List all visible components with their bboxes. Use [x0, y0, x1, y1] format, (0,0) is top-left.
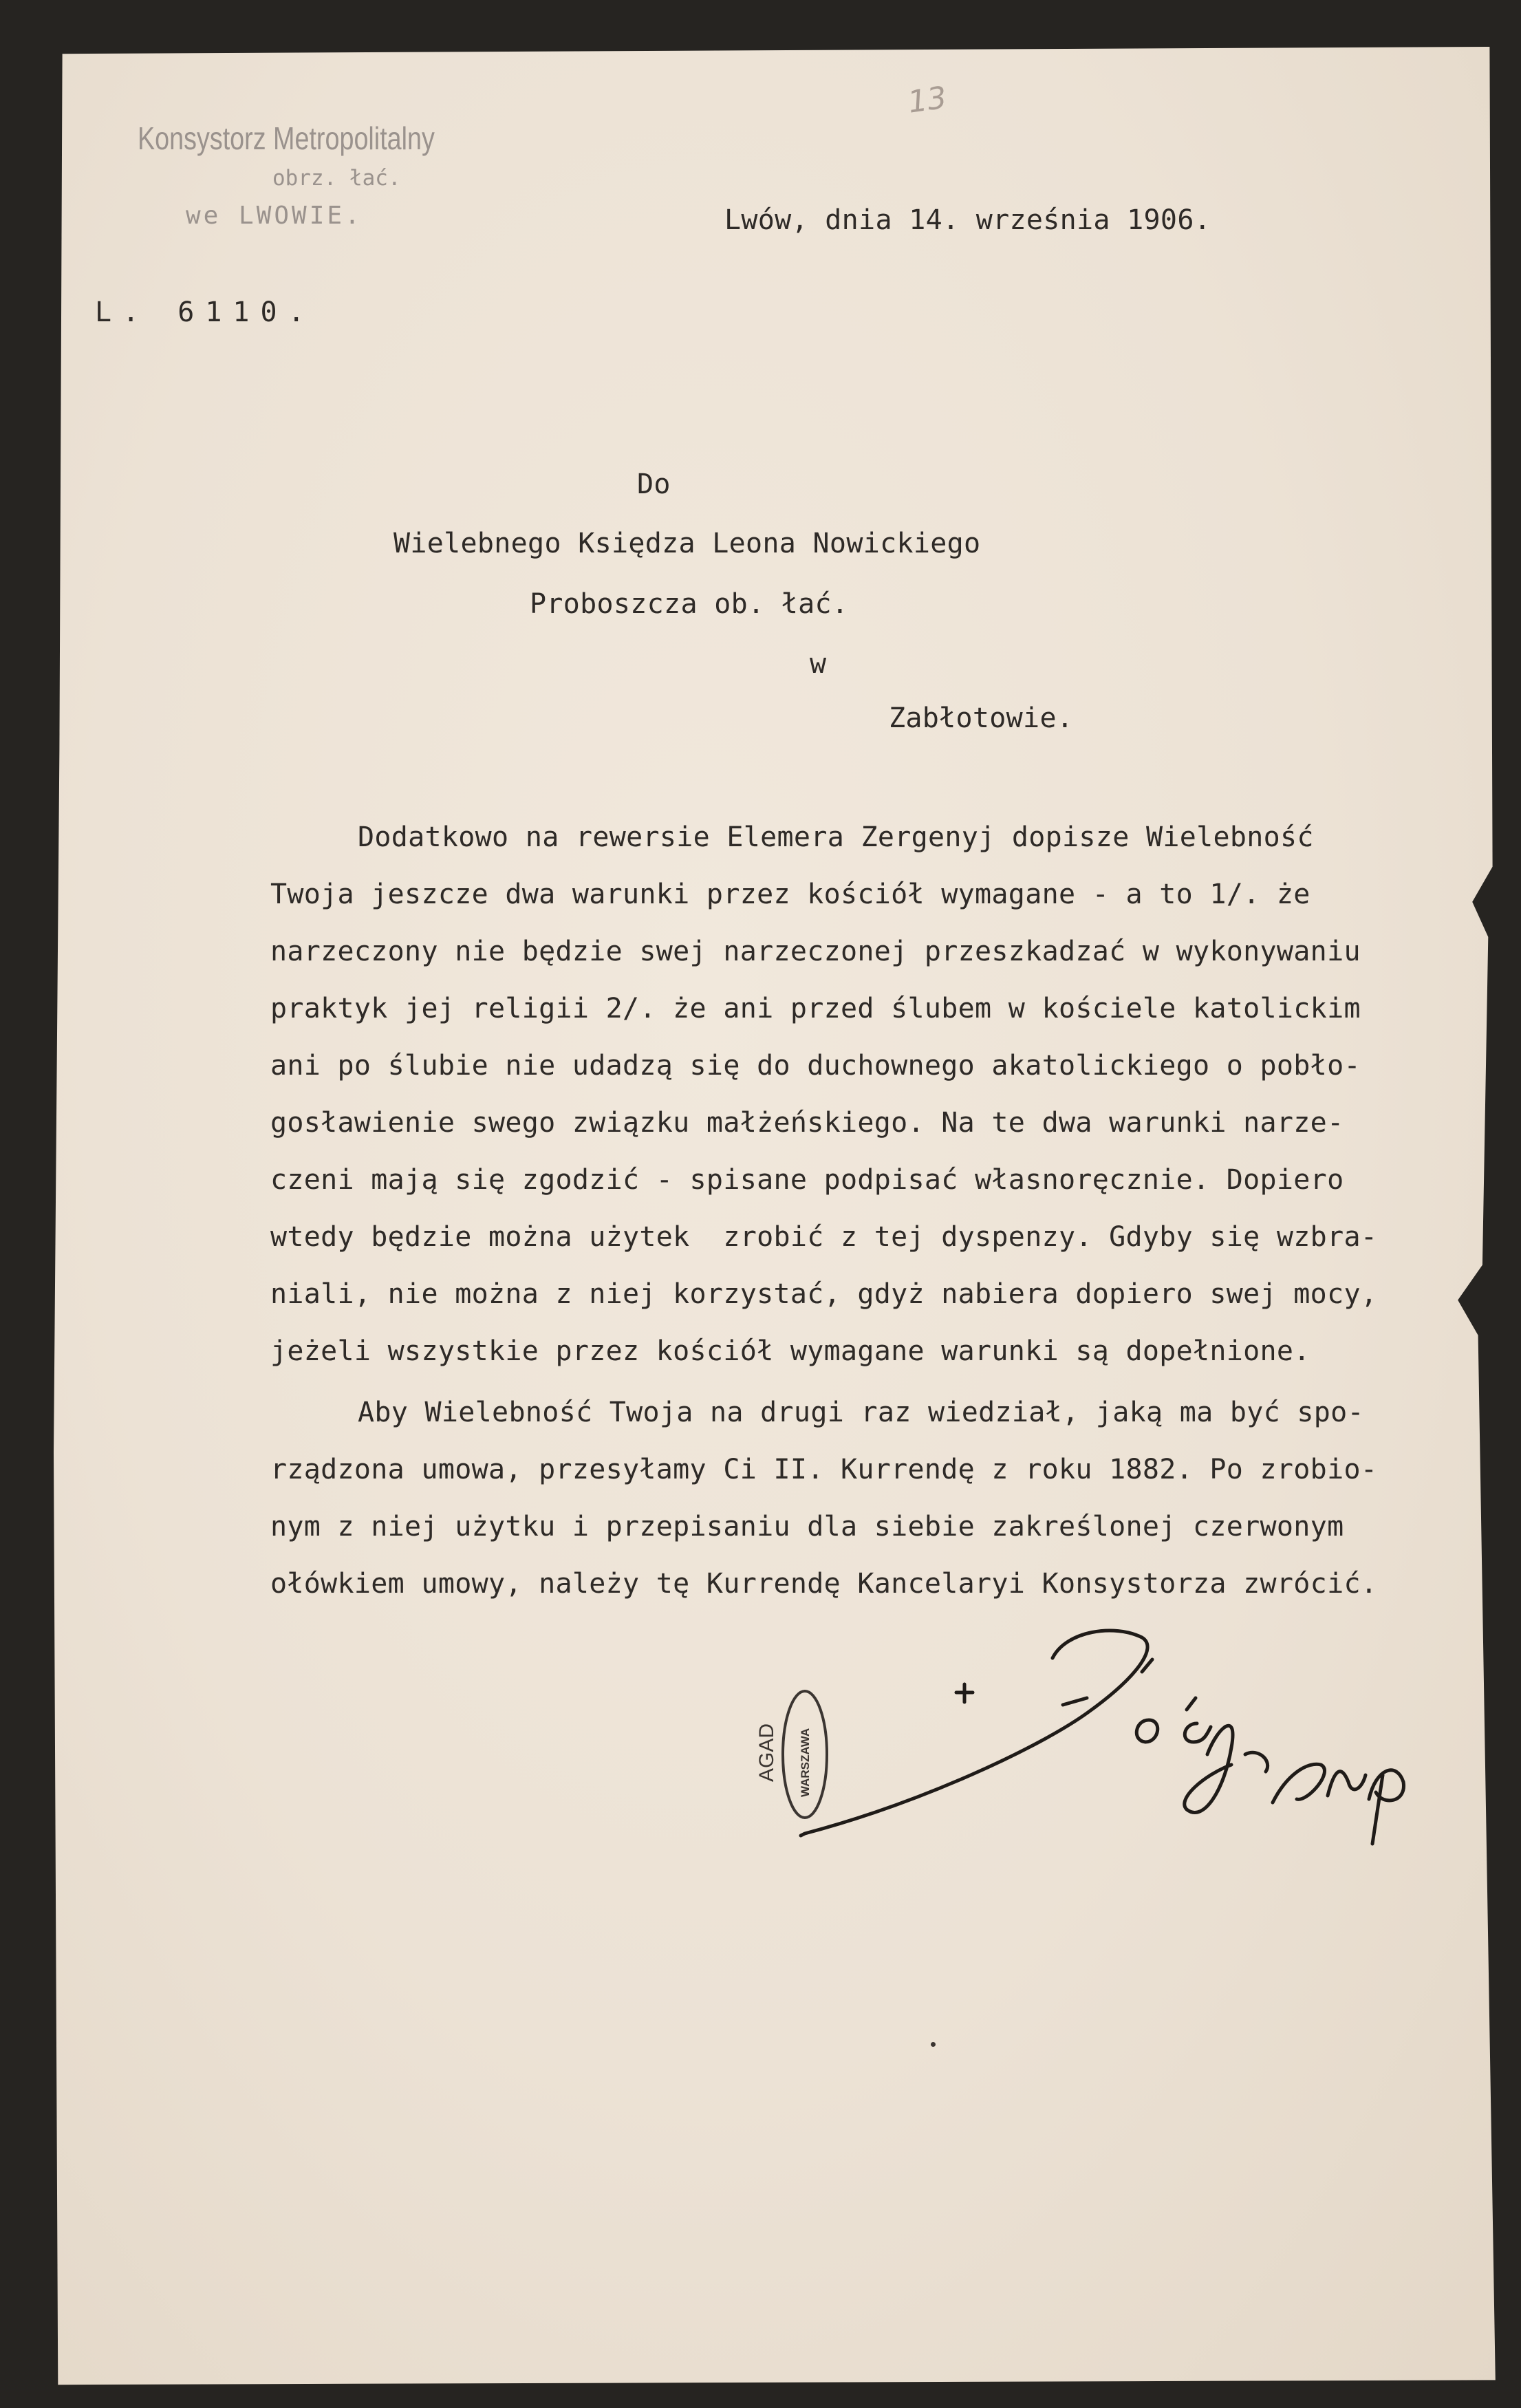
body-line: ani po ślubie nie udadzą się do duchownego akatolickiego o pobło- — [270, 1050, 1361, 1082]
document-sheet — [54, 47, 1498, 2389]
body-line: jeżeli wszystkie przez kościół wymagane warunki są dopełnione. — [270, 1335, 1310, 1367]
body-line: Dodatkowo na rewersie Elemera Zergenyj dopisze Wielebność — [358, 821, 1314, 853]
body-line: narzeczony nie będzie swej narzeczonej przeszkadzać w wykonywaniu — [270, 936, 1361, 967]
body-line: nym z niej użytku i przepisaniu dla siebie zakreślonej czerwonym — [270, 1511, 1344, 1542]
body-line: praktyk jej religii 2/. że ani przed ślubem w kościele katolickim — [270, 993, 1361, 1024]
ink-dot — [931, 2042, 936, 2047]
address-line-2: Wielebnego Księdza Leona Nowickiego — [393, 528, 981, 559]
body-line: Aby Wielebność Twoja na drugi raz wiedział, jaką ma być spo- — [358, 1397, 1364, 1428]
address-line-3: Proboszcza ob. łać. — [530, 588, 849, 620]
body-line: czeni mają się zgodzić - spisane podpisać własnoręcznie. Dopiero — [270, 1164, 1344, 1196]
address-line-4: w — [810, 648, 827, 680]
folio-number: 13 — [905, 80, 949, 120]
place-and-date: Lwów, dnia 14. września 1906. — [724, 204, 1211, 236]
body-line: rządzona umowa, przesyłamy Ci II. Kurrendę z roku 1882. Po zrobio- — [270, 1454, 1378, 1485]
agad-stamp-inner-text: WARSZAWA — [799, 1728, 812, 1797]
consistory-stamp-line-3: we LWOWIE. — [186, 202, 363, 230]
body-line: gosławienie swego związku małżeńskiego. Na te dwa warunki narze- — [270, 1107, 1344, 1139]
consistory-stamp-line-2: obrz. łać. — [272, 166, 401, 191]
address-line-1: Do — [637, 469, 671, 500]
address-line-5: Zabłotowie. — [889, 702, 1074, 734]
signature — [791, 1624, 1410, 1851]
reference-number: L. 6110. — [95, 297, 316, 328]
body-line: Twoja jeszcze dwa warunki przez kościół wymagane - a to 1/. że — [270, 879, 1310, 910]
consistory-stamp-line-1: Konsystorz Metropolitalny — [138, 120, 435, 156]
body-line: wtedy będzie można użytek zrobić z tej dyspenzy. Gdyby się wzbra- — [270, 1221, 1378, 1253]
body-line: niali, nie można z niej korzystać, gdyż nabiera dopiero swej mocy, — [270, 1278, 1378, 1310]
agad-stamp-outer-text: AGAD — [755, 1723, 778, 1782]
body-line: ołówkiem umowy, należy tę Kurrendę Kancelaryi Konsystorza zwrócić. — [270, 1568, 1378, 1600]
